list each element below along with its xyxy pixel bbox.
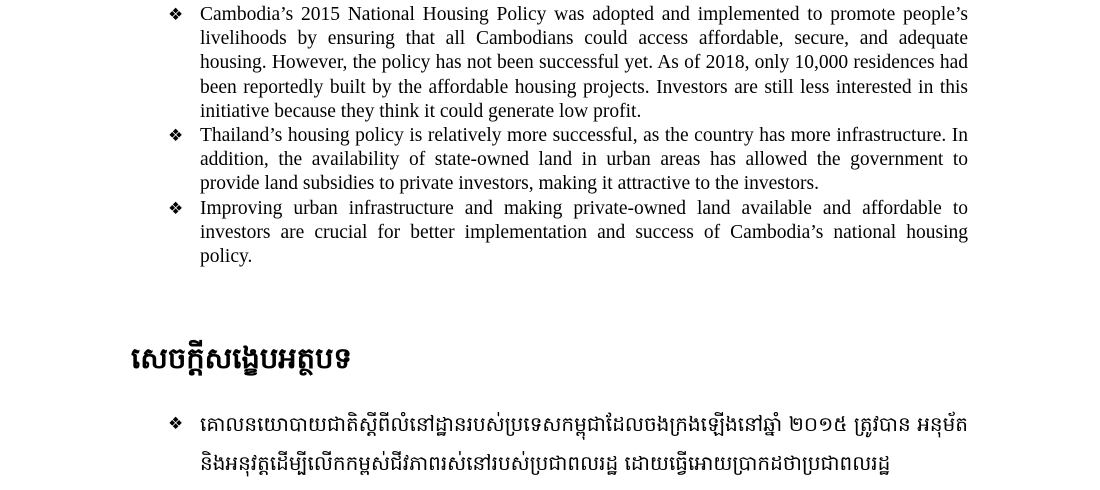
english-bullet-list — [168, 3, 968, 269]
bullet-thailand-policy — [168, 124, 968, 197]
diamond-bullet-icon: ❖ — [168, 198, 184, 219]
bullet-text: Improving urban infrastructure and making private-owned land available and affordable to investors are crucial for better implementation and success of Cambodia’s national housing policy. — [200, 197, 968, 268]
diamond-bullet-icon: ❖ — [168, 126, 184, 147]
bullet-text: Thailand’s housing policy is relatively more successful, as the country has more infrastructure. In addition, the availability of state-owned land in urban areas has allowed the government to provide land subsidies to private investors, making it attractive to the investors. — [200, 125, 968, 195]
khmer-bullet-list — [168, 405, 968, 483]
diamond-bullet-icon: ❖ — [168, 414, 184, 434]
khmer-bullet-housing-policy — [168, 405, 968, 483]
bullet-cambodia-policy — [168, 3, 968, 124]
khmer-section-heading: សេចក្តីសង្ខេបអត្ថបទ — [131, 341, 352, 375]
bullet-improving-infrastructure — [168, 197, 968, 270]
bullet-text: Cambodia’s 2015 National Housing Policy was adopted and implemented to promote people’s livelihoods by ensuring that all Cambodians could access affordable, secure, and adequate housing. However, the policy has not been successful yet. As of 2018, only 10,000 residences had been reportedly built by the affordable housing projects. Investors are still less interested in this initiative because they think it could generate low profit. — [200, 4, 968, 122]
khmer-bullet-text: គោលនយោបាយជាតិស្តីពីលំនៅដ្ឋានរបស់ប្រទេសកម្ពុជាដែលចងក្រងឡើងនៅឆ្នាំ ២០១៥ ត្រូវបាន អនុម័ត និងអនុវត្តដើម្បីលើកកម្ពស់ជីវភាពរស់នៅរបស់ប្រជាពលរដ្ឋ ដោយធ្វើអោយប្រាកដថាប្រជាពលរដ្ឋ — [200, 412, 968, 475]
diamond-bullet-icon: ❖ — [168, 5, 184, 25]
